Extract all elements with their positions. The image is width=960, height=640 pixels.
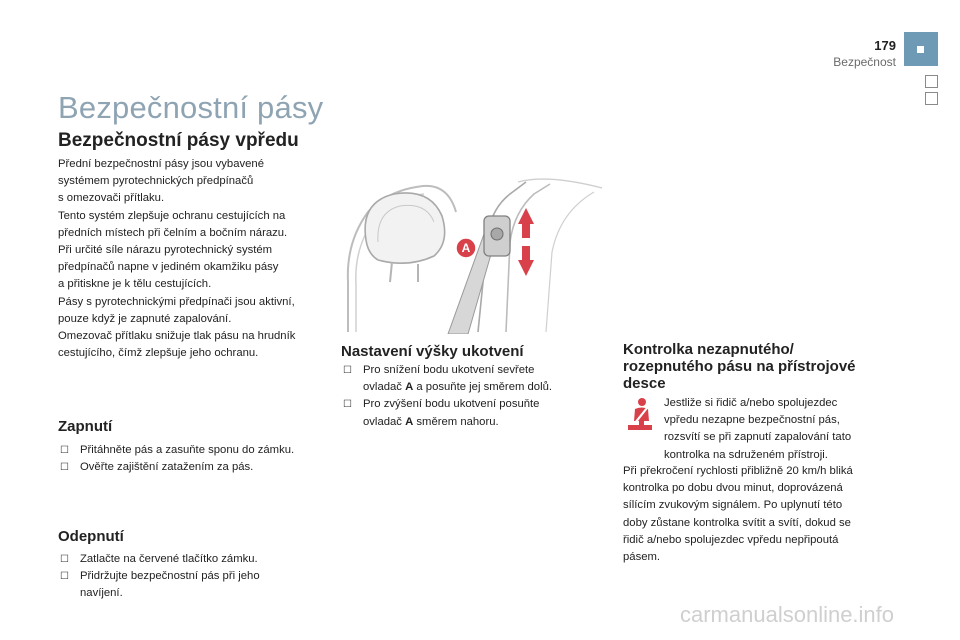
text-line: Pásy s pyrotechnickými předpínači jsou aktivní, xyxy=(58,295,295,308)
warning-light-text xyxy=(623,463,899,566)
bullet-icon: ☐ xyxy=(343,399,352,411)
text-line: systémem pyrotechnických předpínačů xyxy=(58,175,254,188)
section-tab[interactable] xyxy=(904,32,938,66)
warning-icon-text xyxy=(664,395,896,464)
fasten-list xyxy=(58,442,330,476)
text-line: pásem. xyxy=(623,551,661,564)
list-item: ☐ Pro zvýšení bodu ukotvení posuňte ovladač A směrem nahoru. xyxy=(343,398,540,428)
text-line: řidič a/nebo spolujezdec vpředu nepřipoutá xyxy=(623,533,839,546)
illustration-label-a: A xyxy=(461,241,471,255)
bullet-icon: ☐ xyxy=(60,571,69,583)
text-line: Při překročení rychlosti přibližně 20 km/h bliká xyxy=(623,465,853,477)
list-item: ☐ Přitáhněte pás a zasuňte sponu do zámku. xyxy=(58,442,330,459)
front-belts-heading: Bezpečnostní pásy vpředu xyxy=(58,130,299,151)
list-item: ☐ Ověřte zajištění zatažením za pás. xyxy=(58,459,330,476)
text-line: Při určité síle nárazu pyrotechnický systém xyxy=(58,244,273,257)
fasten-heading: Zapnutí xyxy=(58,418,113,435)
text-line: Přední bezpečnostní pásy jsou vybavené xyxy=(58,158,264,170)
text-line: kontrolka po dobu dvou minut, doprovázená xyxy=(623,482,843,495)
text-line: pouze když je zapnuté zapalování. xyxy=(58,312,232,325)
tab-square-icon xyxy=(917,46,924,53)
page-title: Bezpečnostní pásy xyxy=(58,90,324,125)
warning-light-heading: Kontrolka nezapnutého/ rozepnutého pásu na přístrojové desce xyxy=(623,341,856,392)
watermark: carmanualsonline.info xyxy=(680,602,895,627)
seatbelt-warning-icon xyxy=(626,397,654,431)
front-belts-text xyxy=(58,156,330,362)
empty-tab-box[interactable] xyxy=(925,92,938,105)
list-item: ☐ Pro snížení bodu ukotvení sevřete ovladač A a posuňte jej směrem dolů. xyxy=(343,364,553,394)
list-item: ☐ Zatlačte na červené tlačítko zámku. xyxy=(58,551,330,568)
text-line: sílícím zvukovým signálem. Po uplynutí této xyxy=(623,499,843,512)
text-line: s omezovači přítlaku. xyxy=(58,192,165,205)
list-item: ☐ Přidržujte bezpečnostní pás při jeho navíjení. xyxy=(60,570,260,600)
bullet-icon: ☐ xyxy=(60,462,69,474)
bullet-icon: ☐ xyxy=(343,365,352,376)
text-line: kontrolka na sdruženém přístroji. xyxy=(664,448,828,461)
text-line: a přitiskne je k tělu cestujících. xyxy=(58,278,212,291)
height-adjust-heading: Nastavení výšky ukotvení xyxy=(341,343,524,360)
text-line: Omezovač přítlaku snižuje tlak pásu na hrudník xyxy=(58,330,296,343)
text-line: doby zůstane kontrolka svítit a svítí, dokud se xyxy=(623,516,851,529)
text-line: Tento systém zlepšuje ochranu cestujících na xyxy=(58,209,286,222)
height-adjust-list xyxy=(341,362,603,431)
bullet-icon: ☐ xyxy=(60,554,69,565)
text-line: rozsvítí se při zapnutí zapalování tato xyxy=(664,431,852,444)
text-line: předních místech při čelním a bočním nárazu. xyxy=(58,226,288,239)
section-name: Bezpečnost xyxy=(833,55,896,69)
text-line: cestujícího, čímž zlepšuje jeho ochranu. xyxy=(58,347,259,360)
unfasten-heading: Odepnutí xyxy=(58,528,124,545)
text-line: vpředu nezapne bezpečnostní pás, xyxy=(664,414,840,427)
bullet-icon: ☐ xyxy=(60,445,69,456)
page-number: 179 xyxy=(874,38,896,53)
unfasten-list xyxy=(58,551,330,603)
text-line: předpínačů napne v jediném okamžiku pásy xyxy=(58,261,279,274)
text-line: Jestliže si řidič a/nebo spolujezdec xyxy=(664,397,838,409)
empty-tab-box[interactable] xyxy=(925,75,938,88)
